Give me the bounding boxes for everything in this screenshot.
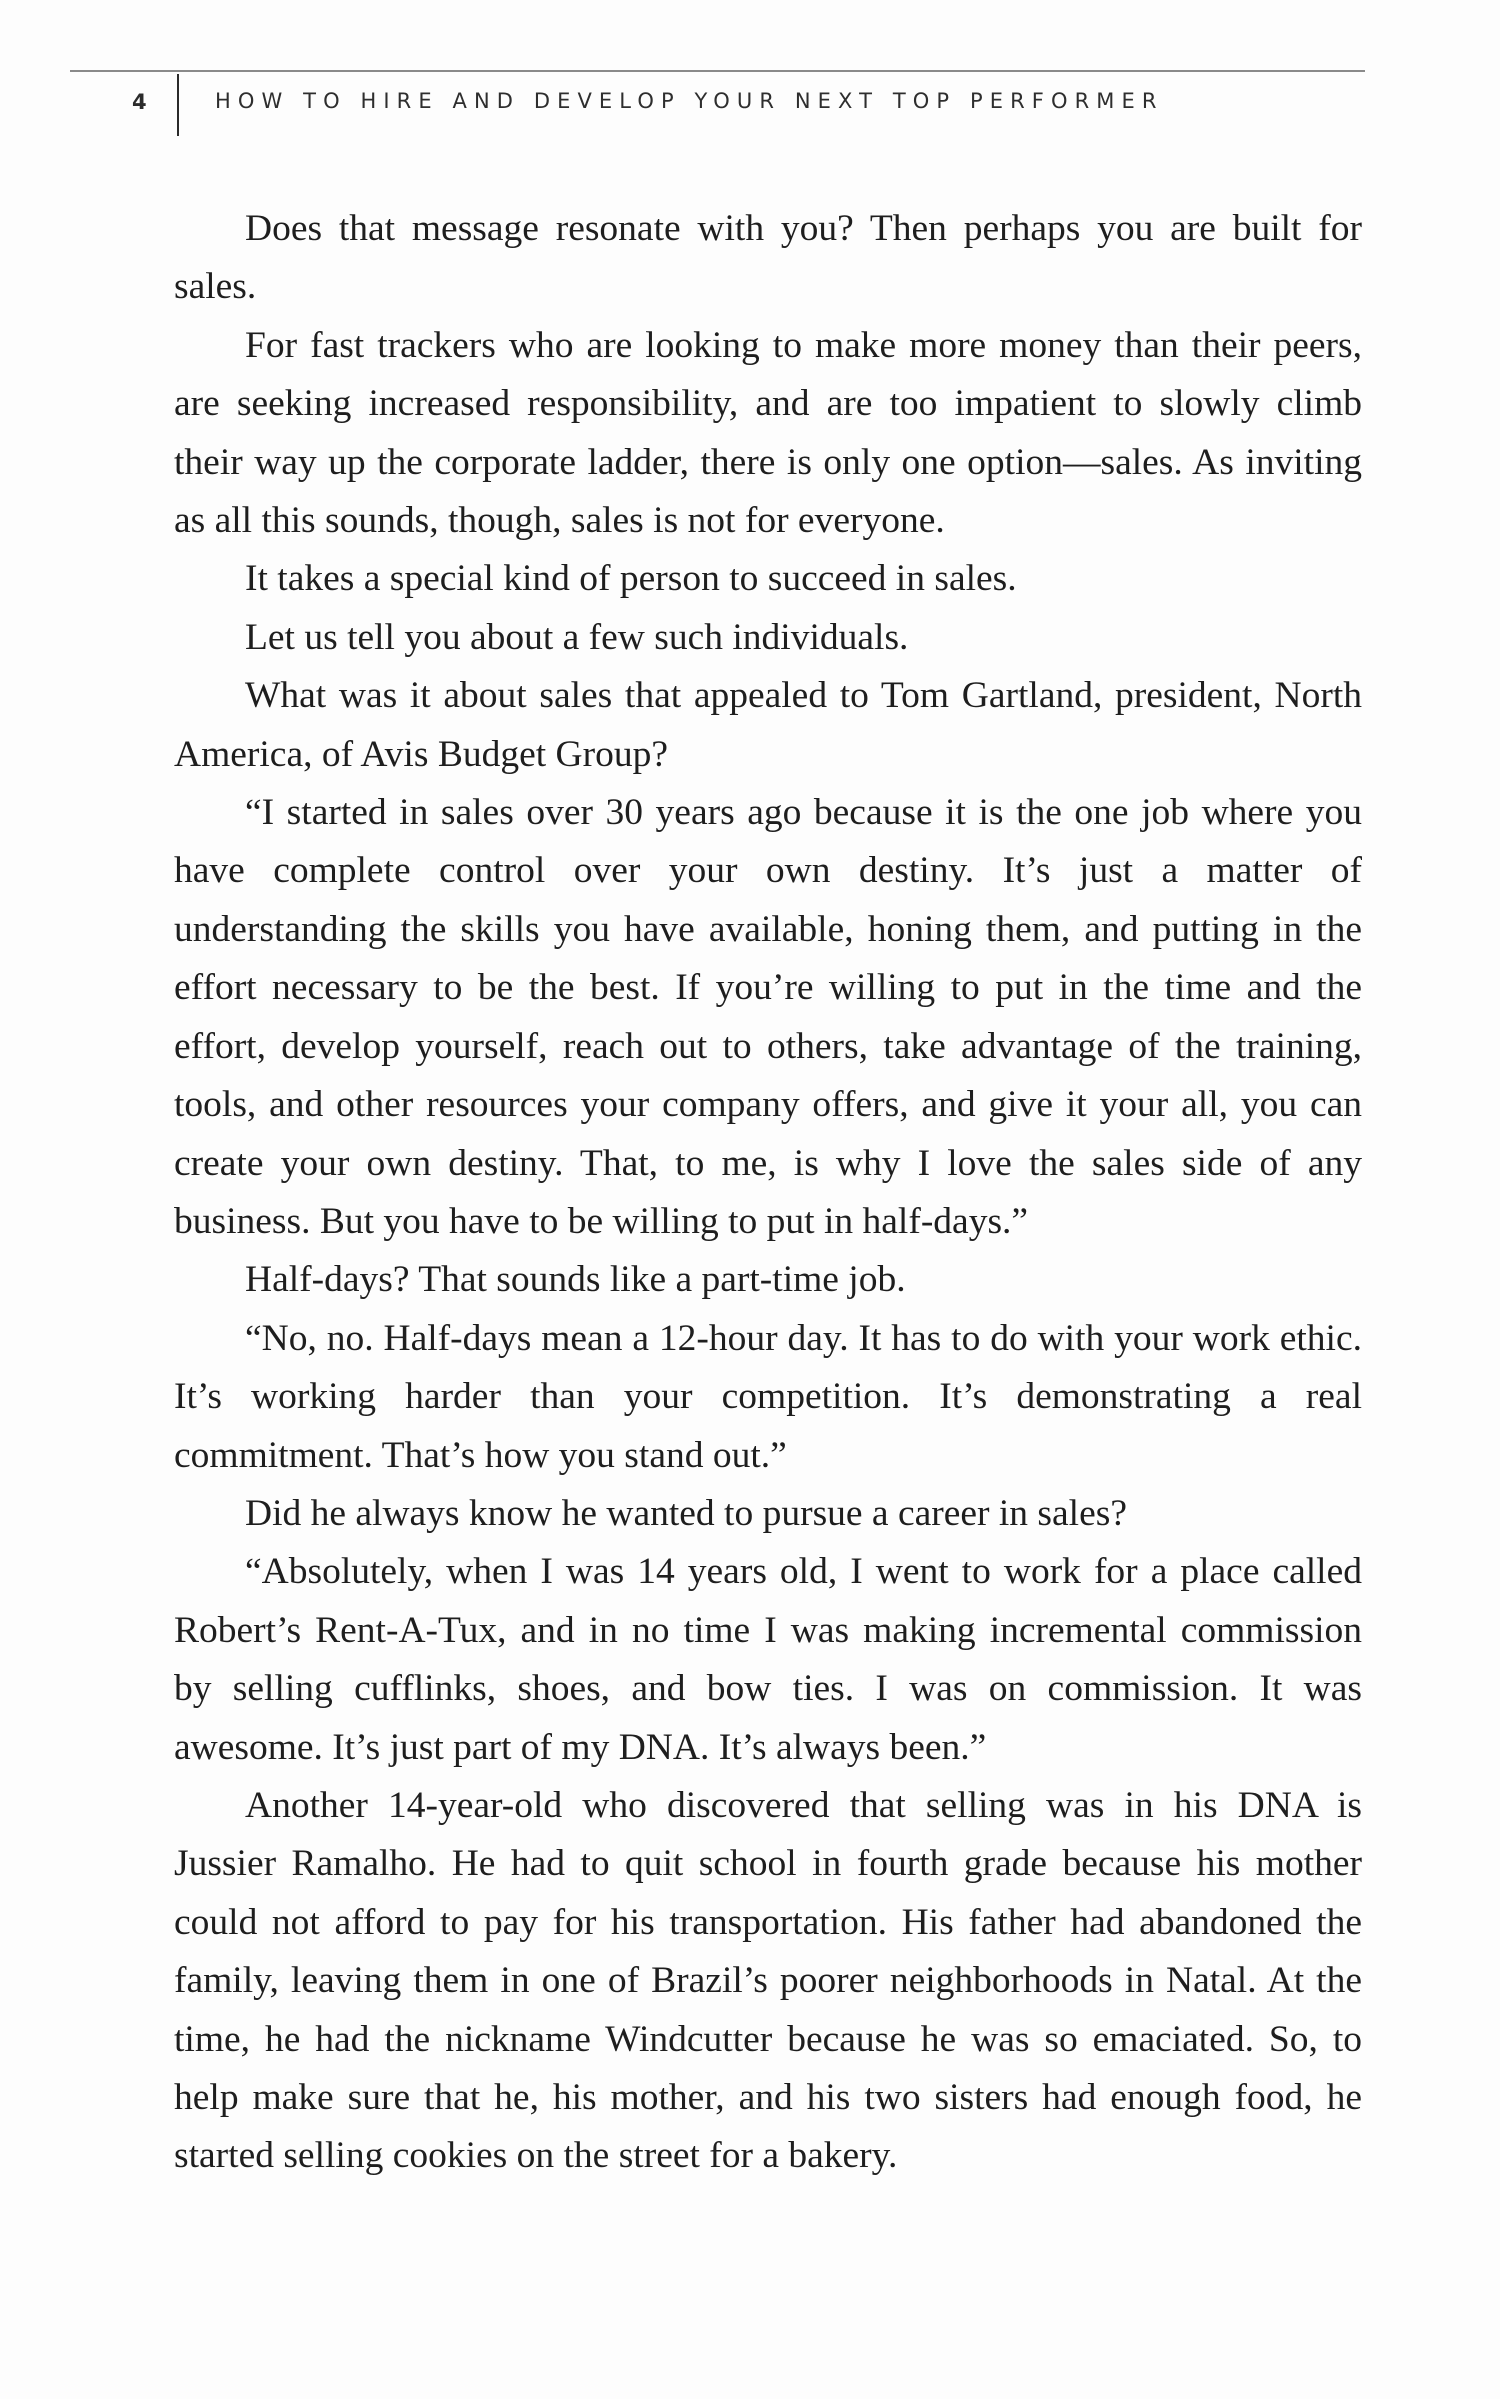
paragraph: Another 14-year-old who discovered that selling was in his DNA is Jussier Ramalho. He had to quit school in fourth grade because his mother could not afford to pay for his transportation. His father had abandoned the family, leaving them in one of Brazil’s poorer neighborhoods in Natal. At the time, he had the nickname Windcutter because he was so emaciated. So, to help make sure that he, his mother, and his two sisters had enough food, he started selling cookies on the street for a bakery. — [174, 1784, 1362, 2177]
paragraph: Let us tell you about a few such individuals. — [245, 616, 909, 658]
paragraph: Half-days? That sounds like a part-time job. — [245, 1259, 906, 1301]
header-rule — [70, 70, 1365, 72]
paragraph: “Absolutely, when I was 14 years old, I went to work for a place called Robert’s Rent-A-Tux, and in no time I was making incremental commission by selling cufflinks, shoes, and bow ties. I was on commission. It was awesome. It’s just part of my DNA. It’s always been.” — [174, 1551, 1362, 1768]
body-text — [174, 200, 1362, 2186]
running-head: HOW TO HIRE AND DEVELOP YOUR NEXT TOP PERFORMER — [215, 89, 1164, 113]
paragraph: “I started in sales over 30 years ago because it is the one job where you have complete control over your own destiny. It’s just a matter of understanding the skills you have available, honing them, and putting in the effort necessary to be the best. If you’re willing to put in the time and the effort, develop yourself, reach out to others, take advantage of the training, tools, and other resources your company offers, and give it your all, you can create your own destiny. That, to me, is why I love the sales side of any business. But you have to be willing to put in half-days.” — [174, 792, 1362, 1242]
paragraph: It takes a special kind of person to succeed in sales. — [245, 558, 1017, 600]
paragraph: Does that message resonate with you? Then perhaps you are built for sales. — [174, 208, 1362, 308]
paragraph: Did he always know he wanted to pursue a career in sales? — [245, 1492, 1127, 1534]
paragraph: For fast trackers who are looking to make more money than their peers, are seeking increased responsibility, and are too impatient to slowly climb their way up the corporate ladder, there is only one option—sales. As inviting as all this sounds, though, sales is not for everyone. — [174, 324, 1362, 542]
paragraph: What was it about sales that appealed to Tom Gartland, president, North America, of Avis Budget Group? — [174, 675, 1362, 775]
paragraph: “No, no. Half-days mean a 12-hour day. It has to do with your work ethic. It’s working harder than your competition. It’s demonstrating a real commitment. That’s how you stand out.” — [174, 1317, 1362, 1476]
header-separator — [177, 74, 179, 136]
page-number: 4 — [132, 90, 147, 114]
